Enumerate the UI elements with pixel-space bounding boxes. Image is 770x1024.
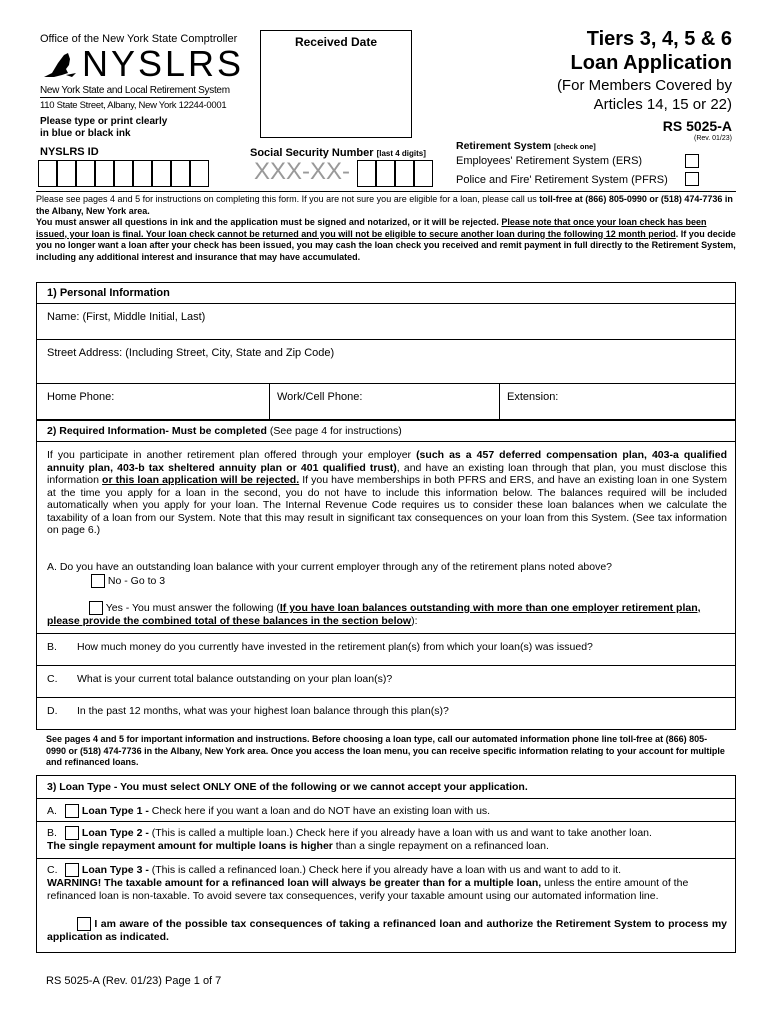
section-loan-type xyxy=(36,775,736,953)
logo-text: NYSLRS xyxy=(82,43,245,84)
print-instructions-2: in blue or black ink xyxy=(40,128,131,139)
ssn-last4-field[interactable] xyxy=(357,160,437,188)
form-number: RS 5025-A xyxy=(662,118,732,134)
question-b[interactable]: B. How much money do you currently have invested in the retirement plan(s) from which your loan(s) was issued? xyxy=(47,641,593,653)
office-name: Office of the New York State Comptroller xyxy=(40,33,238,45)
ers-checkbox[interactable] xyxy=(685,154,699,168)
loan-type-1: A. Loan Type 1 - Check here if you want a loan and do NOT have an existing loan with us. xyxy=(47,804,491,817)
retirement-system-text: Retirement System xyxy=(456,140,552,152)
name-field[interactable]: Name: (First, Middle Initial, Last) xyxy=(47,311,206,323)
system-name: New York State and Local Retirement System xyxy=(40,85,230,96)
form-title-2: Loan Application xyxy=(570,52,732,74)
section3-title: 3) Loan Type - You must select ONLY ONE of the following or we cannot accept your application. xyxy=(47,781,528,793)
question-c[interactable]: C. What is your current total balance outstanding on your plan loan(s)? xyxy=(47,673,393,685)
loan-type-2: B. Loan Type 2 - (This is called a multiple loan.) Check here if you already have a loan with us and want to take another loan. The single repayment amount for multiple loans is higher than a single repayment on a refinanced loan. xyxy=(47,826,652,852)
question-a-yes: Yes - You must answer the following (If you have loan balances outstanding with more than one employer retirement plan, please provide the combined total of these balances in the section below): xyxy=(47,601,701,627)
ssn-label-text: Social Security Number xyxy=(250,147,374,159)
home-phone-field[interactable]: Home Phone: xyxy=(47,391,115,403)
form-title-1: Tiers 3, 4, 5 & 6 xyxy=(586,28,732,50)
ssn-mask: XXX-XX- xyxy=(254,158,351,185)
header-rule xyxy=(40,97,210,98)
retirement-system-label xyxy=(456,140,596,152)
section-required-info xyxy=(36,420,736,730)
office-address: 110 State Street, Albany, New York 12244-0001 xyxy=(40,100,227,111)
ssn-hint: [last 4 digits] xyxy=(376,149,426,158)
section-personal-info xyxy=(36,282,736,420)
intro-text xyxy=(36,191,736,263)
extension-field[interactable]: Extension: xyxy=(507,391,559,403)
question-a: A. Do you have an outstanding loan balance with your current employer through any of the retirement plans noted above? xyxy=(47,561,613,573)
qa-yes-checkbox[interactable] xyxy=(89,601,103,615)
question-a-no xyxy=(91,574,165,588)
ers-option xyxy=(456,155,642,167)
nyslrs-id-label: NYSLRS ID xyxy=(40,146,99,158)
loan-type-1-checkbox[interactable] xyxy=(65,804,79,818)
pfrs-label: Police and Fire' Retirement System (PFRS) xyxy=(456,174,668,186)
received-date-label: Received Date xyxy=(294,35,378,49)
section2-title: 2) Required Information- Must be completed (See page 4 for instructions) xyxy=(47,425,402,437)
street-address-field[interactable]: Street Address: (Including Street, City, State and Zip Code) xyxy=(47,347,335,359)
loan-type-3: C. Loan Type 3 - (This is called a refinanced loan.) Check here if you already have a loan with us and want to add to it. WARNING! The taxable amount for a refinanced loan will always be greater than for a multiple loan, unless the entire amount of the refinanced loan is non-taxable. To avoid severe tax consequences, verify your taxable amount using our automated information line. xyxy=(47,863,689,902)
page-footer: RS 5025-A (Rev. 01/23) Page 1 of 7 xyxy=(46,975,222,987)
loan-type-2-checkbox[interactable] xyxy=(65,826,79,840)
nyslrs-id-field[interactable] xyxy=(38,160,238,188)
qa-no-label: No - Go to 3 xyxy=(107,574,166,587)
header xyxy=(0,0,770,190)
ers-label: Employees' Retirement System (ERS) xyxy=(456,155,643,167)
intro-paragraph-2: You must answer all questions in ink and the application must be signed and notarized, or it will be rejected. Please note that once your loan check has been issued, your loan is final. Your loan check cannot be returned and you will not be eligible to secure another loan during the following 12 month period. If you decide you no longer want a loan after your check has been issued, you may cash the loan check you received and remit payment in full directly to the Retirement System, including any additional interest and insurance that may have accumulated. xyxy=(36,217,736,262)
loan-type-3-checkbox[interactable] xyxy=(65,863,79,877)
loan-info-note: See pages 4 and 5 for important information and instructions. Before choosing a loan type, call our automated information phone line toll-free at (866) 805-0990 or (518) 474-7736 in the Albany, New York area. Once you access the loan menu, you can receive specific information relating to your account for multiple and refinanced loans. xyxy=(46,734,725,767)
section1-title: 1) Personal Information xyxy=(47,287,170,299)
section2-paragraph: If you participate in another retirement plan offered through your employer (such as a 457 deferred compensation plan, 403-a qualified annuity plan, 403-b tax sheltered annuity plan or 401 qualified trust), and have an existing loan through that plan, you must disclose this information or this loan application will be rejected. If you have memberships in both PFRS and ERS, and have an existing loan in one System at the time you apply for a loan in the second, you do not have to include this information below. The balances required will be included automatically when you apply for your loan. The Internal Revenue Code requires us to consider these loan balances when we calculate the taxability of a loan from our System. Note that this may result in significant tax consequences on your loan from this System. (See tax information on page 6.) xyxy=(47,449,728,536)
work-phone-field[interactable]: Work/Cell Phone: xyxy=(277,391,363,403)
ny-state-map-icon xyxy=(42,51,78,81)
pfrs-option xyxy=(456,174,668,186)
form-revision: (Rev. 01/23) xyxy=(694,135,732,142)
print-instructions-1: Please type or print clearly xyxy=(40,116,168,127)
form-subtitle-1: (For Members Covered by xyxy=(556,77,732,94)
form-subtitle-2: Articles 14, 15 or 22) xyxy=(593,96,732,113)
refinance-ack-checkbox[interactable] xyxy=(77,917,91,931)
intro-paragraph-1: Please see pages 4 and 5 for instructions on completing this form. If you are not sure you are eligible for a loan, please call us toll-free at (866) 805-0990 or (518) 474-7736 in the Albany, New York area. xyxy=(36,194,733,216)
refinance-acknowledgement: I am aware of the possible tax consequences of taking a refinanced loan and authorize the Retirement System to process my application as indicated. xyxy=(47,917,727,943)
qa-no-checkbox[interactable] xyxy=(91,574,105,588)
check-one-hint: [check one] xyxy=(554,142,596,151)
question-d[interactable]: D. In the past 12 months, what was your highest loan balance through this plan(s)? xyxy=(47,705,449,717)
received-date-box xyxy=(260,30,412,138)
pfrs-checkbox[interactable] xyxy=(685,172,699,186)
